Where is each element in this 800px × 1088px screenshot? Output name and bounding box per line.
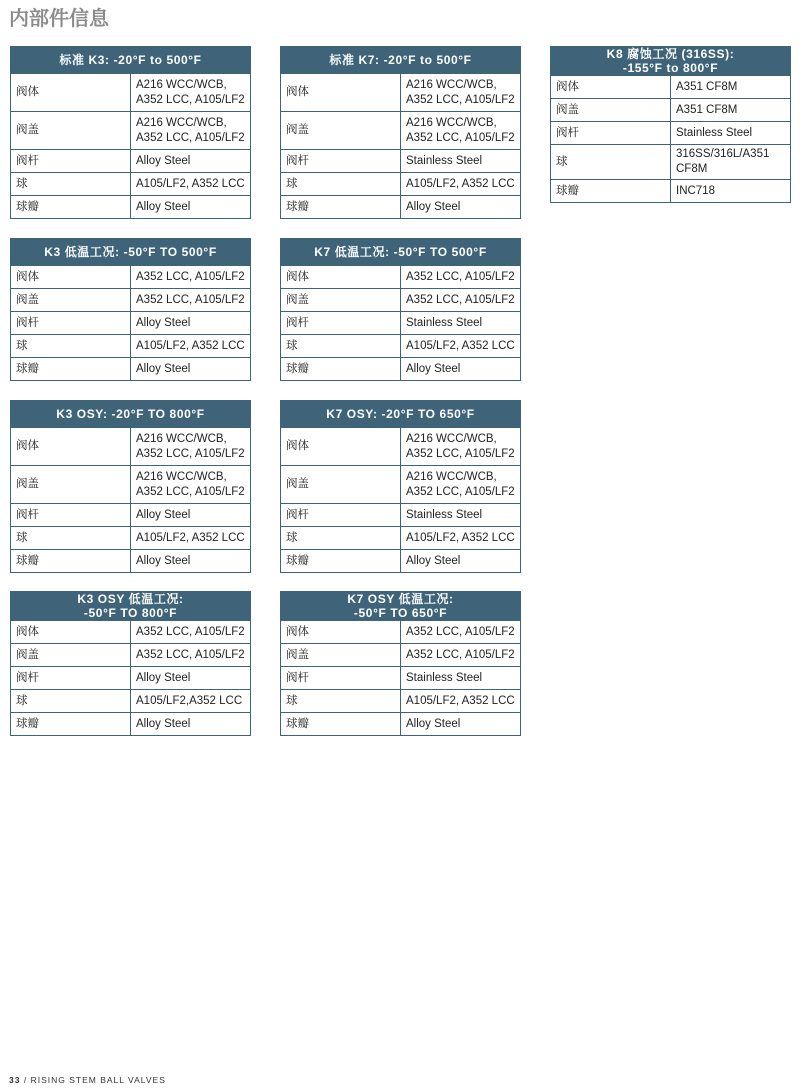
part-name-cell: 球 [11, 690, 131, 713]
table-row [11, 150, 251, 173]
part-name-cell: 阀杆 [11, 150, 131, 173]
table-row [281, 289, 521, 312]
material-cell: A352 LCC, A105/LF2 [131, 289, 251, 312]
table-row [11, 358, 251, 381]
part-name-cell: 球 [281, 527, 401, 550]
part-name-cell: 阀盖 [551, 99, 671, 122]
table-row [11, 74, 251, 112]
part-name-cell: 阀体 [551, 76, 671, 99]
part-name-cell: 阀盖 [11, 644, 131, 667]
table-row [281, 335, 521, 358]
part-name-cell: 阀盖 [281, 112, 401, 150]
table-row [281, 690, 521, 713]
material-cell: A352 LCC, A105/LF2 [401, 621, 521, 644]
spec-table-title: 标准 K7: -20°F to 500°F [281, 47, 521, 74]
part-name-cell: 阀杆 [281, 312, 401, 335]
part-name-cell: 阀杆 [281, 667, 401, 690]
material-cell: A216 WCC/WCB, A352 LCC, A105/LF2 [131, 74, 251, 112]
table-row [281, 621, 521, 644]
spec-table [280, 400, 521, 573]
material-cell: Alloy Steel [131, 550, 251, 573]
part-name-cell: 阀盖 [11, 466, 131, 504]
page-number: 33 [9, 1075, 21, 1085]
material-cell: A105/LF2,A352 LCC [131, 690, 251, 713]
table-row [11, 504, 251, 527]
table-row [11, 173, 251, 196]
part-name-cell: 球 [281, 690, 401, 713]
part-name-cell: 阀体 [281, 266, 401, 289]
part-name-cell: 阀体 [11, 428, 131, 466]
part-name-cell: 球 [281, 335, 401, 358]
material-cell: A105/LF2, A352 LCC [401, 527, 521, 550]
part-name-cell: 球瓣 [11, 713, 131, 736]
spec-table [10, 591, 251, 736]
part-name-cell: 阀杆 [11, 312, 131, 335]
part-name-cell: 阀盖 [11, 289, 131, 312]
part-name-cell: 阀体 [11, 266, 131, 289]
material-cell: A351 CF8M [671, 99, 791, 122]
material-cell: 316SS/316L/A351 CF8M [671, 145, 791, 180]
spec-table-title: K3 OSY 低温工况: -50°F TO 800°F [11, 592, 251, 621]
part-name-cell: 球瓣 [281, 358, 401, 381]
part-name-cell: 球瓣 [11, 550, 131, 573]
part-name-cell: 阀盖 [281, 466, 401, 504]
material-cell: A216 WCC/WCB, A352 LCC, A105/LF2 [131, 428, 251, 466]
material-cell: A105/LF2, A352 LCC [131, 527, 251, 550]
material-cell: A105/LF2, A352 LCC [131, 335, 251, 358]
material-cell: A216 WCC/WCB, A352 LCC, A105/LF2 [401, 466, 521, 504]
spec-table-title: K3 OSY: -20°F TO 800°F [11, 401, 251, 428]
table-row [11, 621, 251, 644]
footer-separator: / [23, 1075, 28, 1085]
table-row [281, 358, 521, 381]
table-row [11, 335, 251, 358]
table-row [281, 667, 521, 690]
spec-table [10, 400, 251, 573]
part-name-cell: 阀体 [281, 74, 401, 112]
table-row [281, 112, 521, 150]
part-name-cell: 阀盖 [281, 644, 401, 667]
table-row [11, 690, 251, 713]
part-name-cell: 球 [11, 527, 131, 550]
material-cell: A216 WCC/WCB, A352 LCC, A105/LF2 [401, 428, 521, 466]
material-cell: A352 LCC, A105/LF2 [131, 266, 251, 289]
table-row [281, 466, 521, 504]
table-row [551, 122, 791, 145]
part-name-cell: 球 [551, 145, 671, 180]
spec-table [280, 238, 521, 381]
table-row [281, 644, 521, 667]
part-name-cell: 球 [11, 173, 131, 196]
material-cell: Alloy Steel [401, 550, 521, 573]
part-name-cell: 阀杆 [551, 122, 671, 145]
part-name-cell: 阀盖 [281, 289, 401, 312]
material-cell: A216 WCC/WCB, A352 LCC, A105/LF2 [401, 74, 521, 112]
part-name-cell: 球 [281, 173, 401, 196]
material-cell: Alloy Steel [131, 358, 251, 381]
table-row [281, 266, 521, 289]
material-cell: A216 WCC/WCB, A352 LCC, A105/LF2 [131, 112, 251, 150]
page-footer [9, 1075, 166, 1085]
table-row [281, 74, 521, 112]
part-name-cell: 球瓣 [281, 196, 401, 219]
spec-table [280, 46, 521, 219]
material-cell: Alloy Steel [131, 312, 251, 335]
table-row [551, 76, 791, 99]
material-cell: A105/LF2, A352 LCC [401, 173, 521, 196]
table-row [551, 145, 791, 180]
table-row [11, 289, 251, 312]
table-row [11, 312, 251, 335]
table-row [11, 667, 251, 690]
part-name-cell: 阀体 [11, 74, 131, 112]
part-name-cell: 阀盖 [11, 112, 131, 150]
table-row [11, 266, 251, 289]
material-cell: Stainless Steel [401, 312, 521, 335]
material-cell: A352 LCC, A105/LF2 [401, 289, 521, 312]
material-cell: Alloy Steel [131, 150, 251, 173]
spec-table-title: K7 OSY 低温工况: -50°F TO 650°F [281, 592, 521, 621]
material-cell: Alloy Steel [401, 358, 521, 381]
table-row [11, 550, 251, 573]
material-cell: A105/LF2, A352 LCC [401, 335, 521, 358]
part-name-cell: 球瓣 [551, 180, 671, 203]
part-name-cell: 阀杆 [11, 667, 131, 690]
table-row [11, 644, 251, 667]
material-cell: A352 LCC, A105/LF2 [401, 266, 521, 289]
material-cell: A352 LCC, A105/LF2 [131, 644, 251, 667]
part-name-cell: 球瓣 [281, 550, 401, 573]
material-cell: A105/LF2, A352 LCC [401, 690, 521, 713]
material-cell: Stainless Steel [401, 667, 521, 690]
table-row [11, 466, 251, 504]
material-cell: Alloy Steel [401, 713, 521, 736]
material-cell: A216 WCC/WCB, A352 LCC, A105/LF2 [401, 112, 521, 150]
table-row [11, 428, 251, 466]
page-title: 内部件信息 [9, 6, 109, 30]
spec-table [280, 591, 521, 736]
material-cell: Alloy Steel [131, 667, 251, 690]
part-name-cell: 阀杆 [281, 504, 401, 527]
material-cell: Stainless Steel [401, 504, 521, 527]
table-row [281, 312, 521, 335]
table-row [281, 428, 521, 466]
table-row [11, 527, 251, 550]
part-name-cell: 球瓣 [281, 713, 401, 736]
spec-table-title: 标准 K3: -20°F to 500°F [11, 47, 251, 74]
material-cell: Alloy Steel [131, 504, 251, 527]
material-cell: Stainless Steel [401, 150, 521, 173]
spec-table-title: K8 腐蚀工况 (316SS): -155°F to 800°F [551, 47, 791, 76]
part-name-cell: 球瓣 [11, 358, 131, 381]
table-row [281, 527, 521, 550]
spec-table [550, 46, 791, 203]
part-name-cell: 阀体 [281, 621, 401, 644]
table-row [11, 196, 251, 219]
spec-table-title: K7 低温工况: -50°F TO 500°F [281, 239, 521, 266]
part-name-cell: 阀体 [281, 428, 401, 466]
footer-section-title: RISING STEM BALL VALVES [30, 1075, 166, 1085]
spec-table [10, 46, 251, 219]
table-row [551, 180, 791, 203]
table-row [281, 150, 521, 173]
material-cell: A105/LF2, A352 LCC [131, 173, 251, 196]
table-row [281, 196, 521, 219]
table-row [281, 713, 521, 736]
material-cell: Alloy Steel [131, 196, 251, 219]
material-cell: A216 WCC/WCB, A352 LCC, A105/LF2 [131, 466, 251, 504]
table-row [11, 112, 251, 150]
material-cell: Stainless Steel [671, 122, 791, 145]
part-name-cell: 阀体 [11, 621, 131, 644]
part-name-cell: 阀杆 [281, 150, 401, 173]
material-cell: Alloy Steel [131, 713, 251, 736]
part-name-cell: 球瓣 [11, 196, 131, 219]
spec-table-title: K7 OSY: -20°F TO 650°F [281, 401, 521, 428]
material-cell: INC718 [671, 180, 791, 203]
part-name-cell: 阀杆 [11, 504, 131, 527]
table-row [551, 99, 791, 122]
table-row [281, 504, 521, 527]
table-row [281, 550, 521, 573]
spec-table [10, 238, 251, 381]
material-cell: A352 LCC, A105/LF2 [401, 644, 521, 667]
material-cell: Alloy Steel [401, 196, 521, 219]
table-row [11, 713, 251, 736]
material-cell: A352 LCC, A105/LF2 [131, 621, 251, 644]
part-name-cell: 球 [11, 335, 131, 358]
table-row [281, 173, 521, 196]
spec-table-title: K3 低温工况: -50°F TO 500°F [11, 239, 251, 266]
material-cell: A351 CF8M [671, 76, 791, 99]
